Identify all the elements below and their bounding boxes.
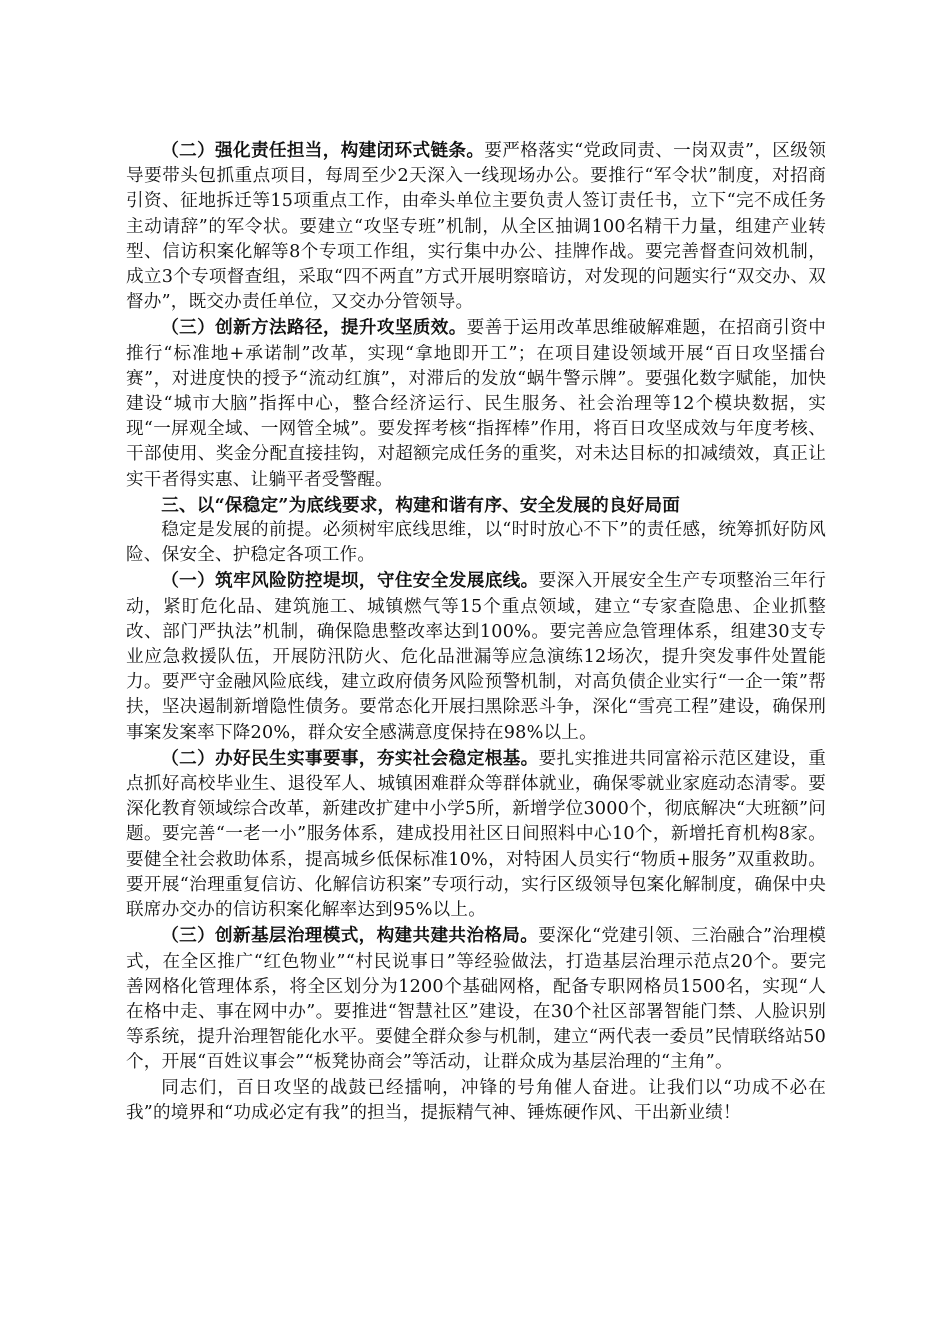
- paragraph-heading: （一）筑牢风险防控堤坝，守住安全发展底线。: [161, 570, 539, 592]
- paragraph-heading: （三）创新基层治理模式，构建共建共治格局。: [161, 925, 539, 947]
- paragraph-body: 要深入开展安全生产专项整治三年行动，紧盯危化品、建筑施工、城镇燃气等15个重点领域，建立“专家查隐患、企业抓整改、部门严执法”机制，确保隐患整改率达到100%。要完善应急管理体系，组建30支专业应急救援队伍，开展防汛防火、危化品泄漏等应急演练12场次，提升突发事件处置能力。要严守金融风险底线，建立政府债务风险预警机制，对高负债企业实行“一企一策”帮扶，坚决遏制新增隐性债务。要常态化开展扫黑除恶斗争，深化“雪亮工程”建设，确保刑事案发案率下降20%，群众安全感满意度保持在98%以上。: [126, 571, 827, 743]
- paragraph-livelihood: [126, 746, 826, 923]
- paragraph-innovation: [126, 315, 826, 492]
- paragraph-heading: （三）创新方法路径，提升攻坚质效。: [161, 317, 467, 339]
- paragraph-heading: （二）办好民生实事要事，夯实社会稳定根基。: [161, 747, 539, 769]
- paragraph-responsibility: [126, 138, 826, 315]
- closing-paragraph: 同志们，百日攻坚的战鼓已经擂响，冲锋的号角催人奋进。让我们以“功成不必在我”的境界和“功成必定有我”的担当，提振精气神、锤炼硬作风、干出新业绩！: [126, 1077, 826, 1123]
- section-title: 三、以“保稳定”为底线要求，构建和谐有序、安全发展的良好局面: [161, 494, 681, 516]
- paragraph-body: 要扎实推进共同富裕示范区建设，重点抓好高校毕业生、退役军人、城镇困难群众等群体就业，确保零就业家庭动态清零。要深化教育领域综合改革，新建改扩建中小学5所，新增学位3000个，彻底解决“大班额”问题。要完善“一老一小”服务体系，建成投用社区日间照料中心10个，新增托育机构8家。要健全社会救助体系，提高城乡低保标准10%，对特困人员实行“物质+服务”双重救助。要开展“治理重复信访、化解信访积案”专项行动，实行区级领导包案化解制度，确保中央联席办交办的信访积案化解率达到95%以上。: [126, 748, 827, 921]
- paragraph-heading: （二）强化责任担当，构建闭环式链条。: [161, 140, 485, 161]
- paragraph-risk-control: [126, 568, 826, 745]
- document-page: [126, 138, 826, 1126]
- paragraph-body: 要善于运用改革思维破解难题，在招商引资中推行“标准地+承诺制”改革，实现“拿地即开工”；在项目建设领域开展“百日攻坚擂台赛”，对进度快的授予“流动红旗”，对滞后的发放“蜗牛警示牌”。要强化数字赋能，加快建设“城市大脑”指挥中心，整合经济运行、民生服务、社会治理等12个模块数据，实现“一屏观全域、一网管全城”。要发挥考核“指挥棒”作用，将百日攻坚成效与年度考核、干部使用、奖金分配直接挂钩，对超额完成任务的重奖，对未达目标的扣减绩效，真正让实干者得实惠、让躺平者受警醒。: [126, 318, 826, 490]
- paragraph-governance: [126, 923, 826, 1075]
- section-intro: 稳定是发展的前提。必须树牢底线思维，以“时时放心不下”的责任感，统筹抓好防风险、保安全、护稳定各项工作。: [126, 520, 826, 566]
- paragraph-body: 要深化“党建引领、三治融合”治理模式，在全区推广“红色物业”“村民说事日”等经验做法，打造基层治理示范点20个。要完善网格化管理体系，将全区划分为1200个基础网格，配备专职网格员1500名，实现“人在格中走、事在网中办”。要推进“智慧社区”建设，在30个社区部署智能门禁、人脸识别等系统，提升治理智能化水平。要健全群众参与机制，建立“两代表一委员”民情联络站50个，开展“百姓议事会”“板凳协商会”等活动，让群众成为基层治理的“主角”。: [126, 926, 827, 1073]
- paragraph-body: 要严格落实“党政同责、一岗双责”，区级领导要带头包抓重点项目，每周至少2天深入一线现场办公。要推行“军令状”制度，对招商引资、征地拆迁等15项重点工作，由牵头单位主要负责人签订责任书，立下“完不成任务主动请辞”的军令状。要建立“攻坚专班”机制，从全区抽调100名精干力量，组建产业转型、信访积案化解等8个专项工作组，实行集中办公、挂牌作战。要完善督查问效机制，成立3个专项督查组，采取“四不两直”方式开展明察暗访，对发现的问题实行“双交办、双督办”，既交办责任单位，又交办分管领导。: [126, 141, 826, 313]
